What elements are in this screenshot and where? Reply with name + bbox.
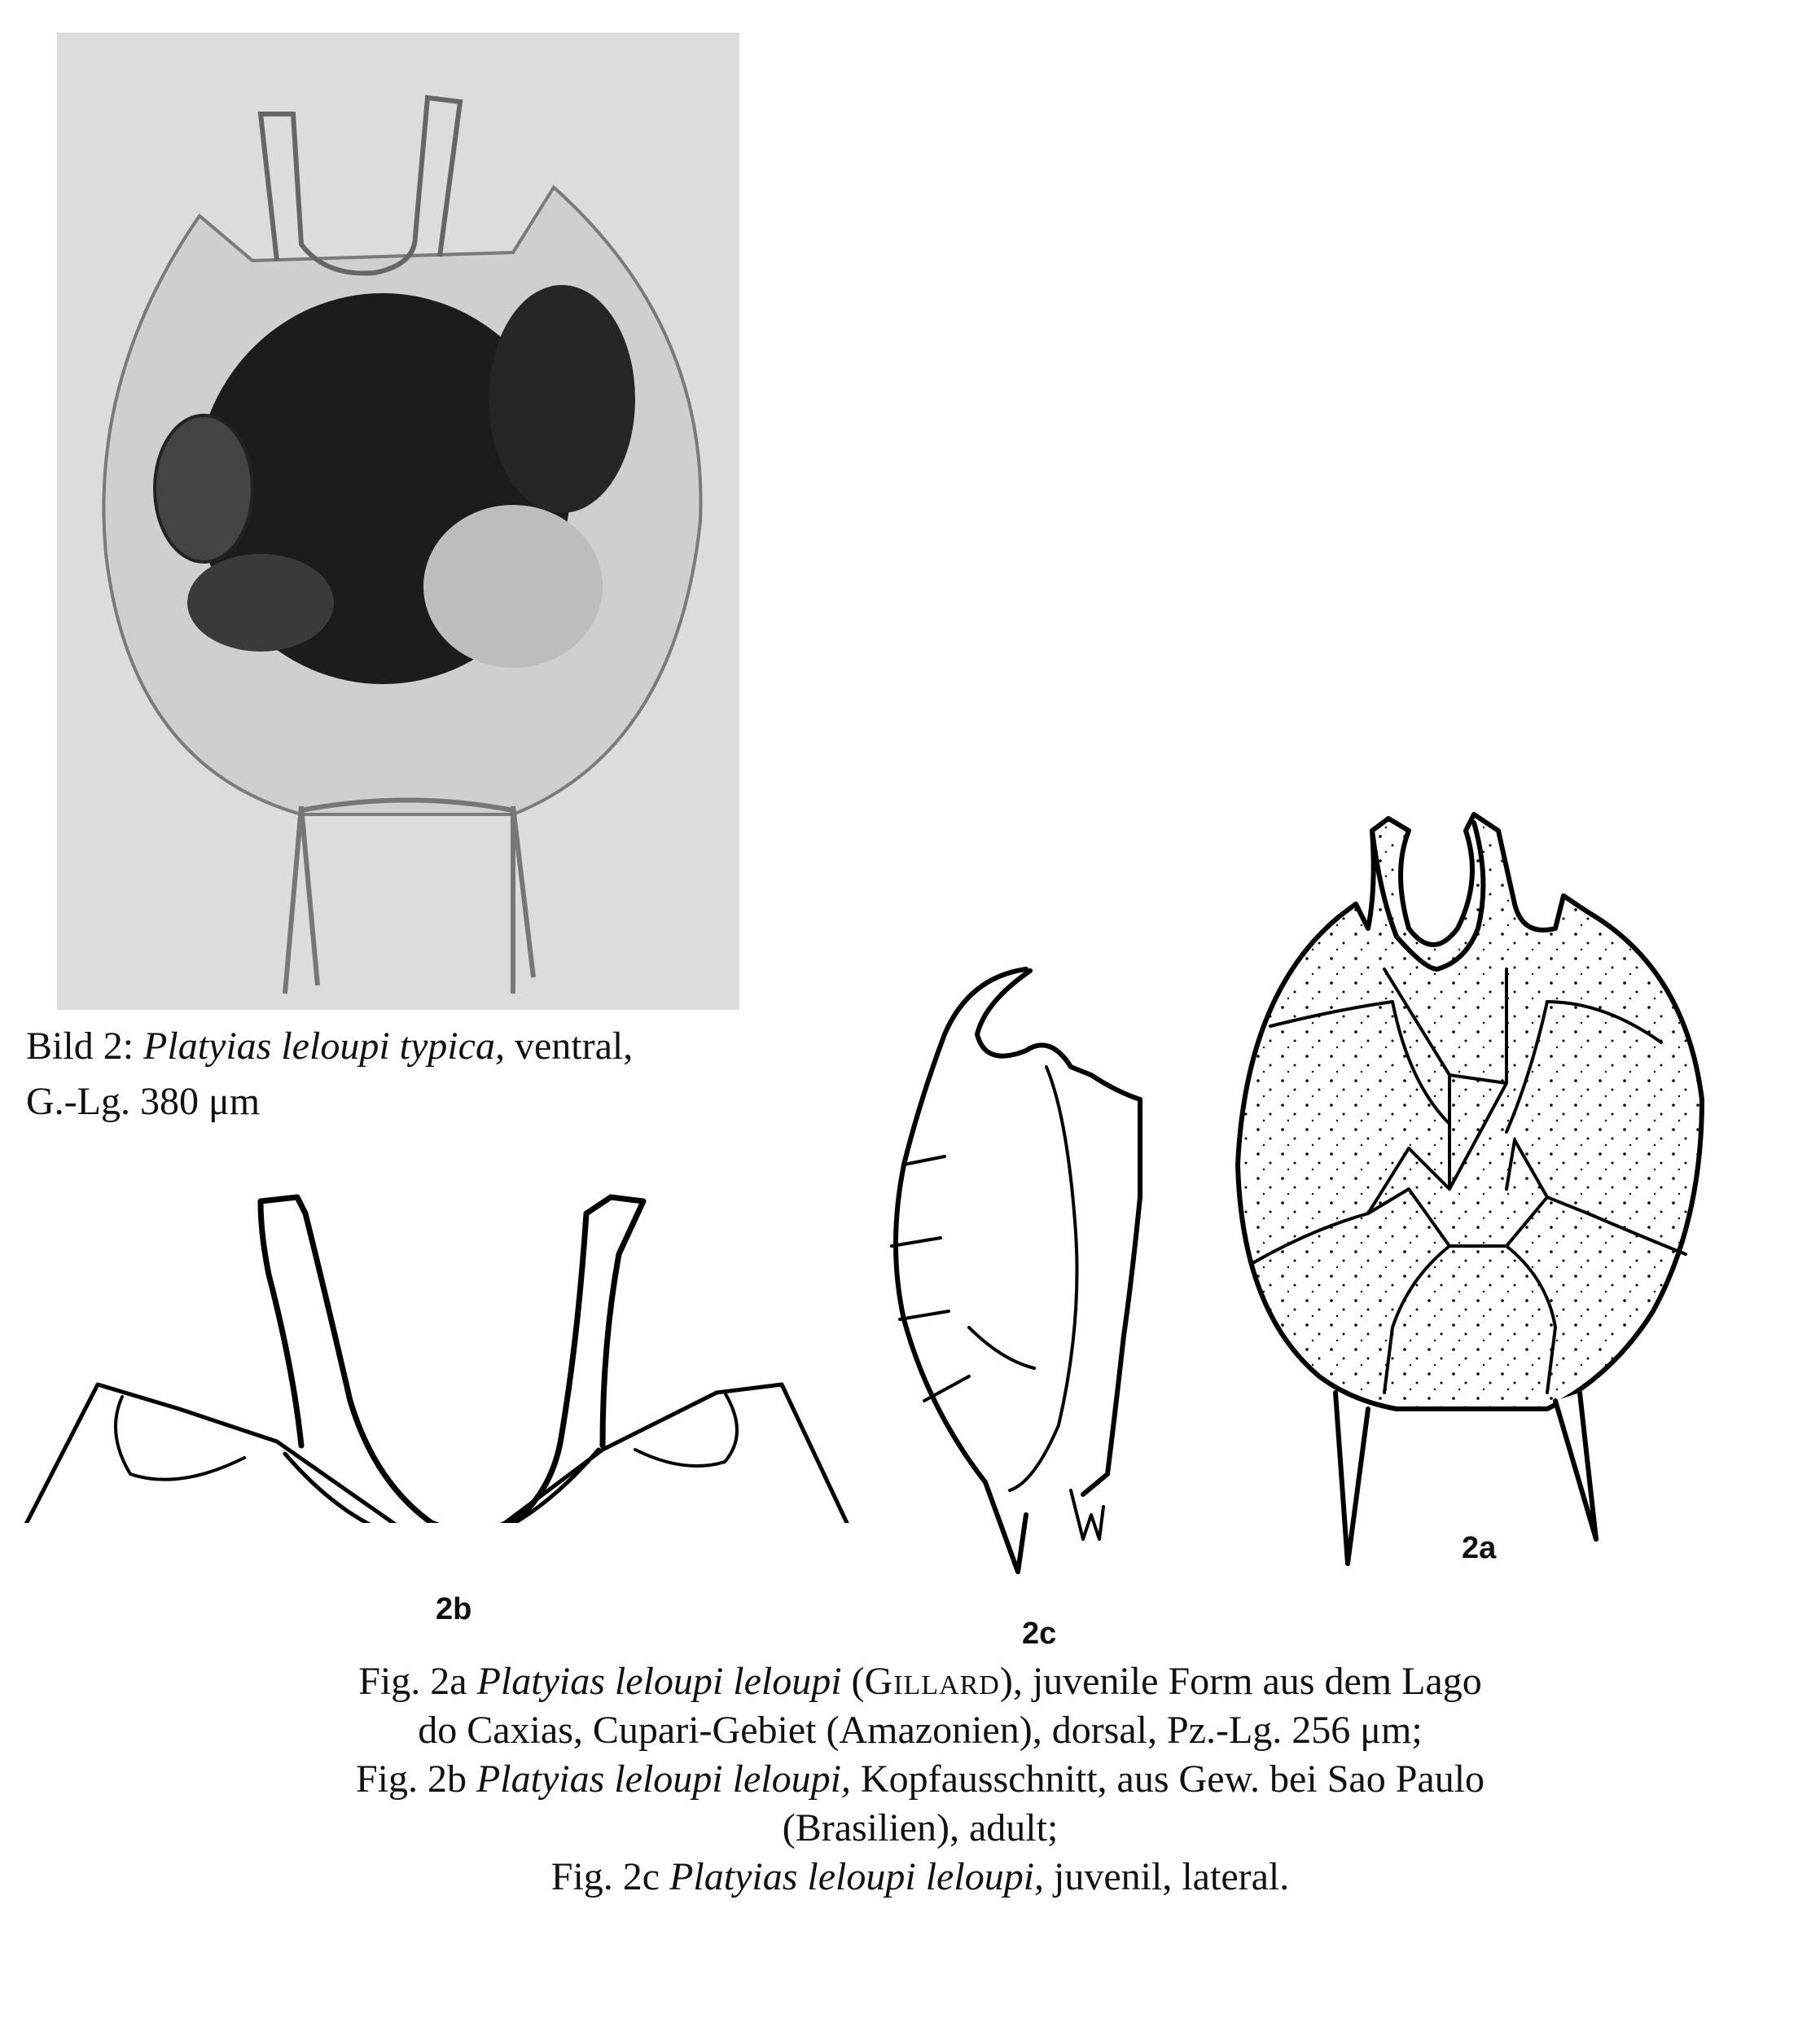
caption-line-5 [147, 1853, 1694, 1902]
caption-line-4: (Brasilien), adult; [782, 1806, 1059, 1850]
caption-2c-species: Platyias leloupi leloupi, [669, 1855, 1045, 1898]
caption-2b-species: Platyias leloupi leloupi, [476, 1757, 851, 1801]
photo-caption-prefix: Bild 2: [26, 1025, 144, 1068]
caption-line-1: Fig. 2a Platyias leloupi leloupi (Gillard), juvenile Form aus dem Lago [358, 1660, 1482, 1703]
caption-2b-rest: Kopfausschnitt, aus Gew. bei Sao Paulo [850, 1757, 1485, 1801]
figure-2b-drawing [16, 1165, 863, 1523]
figure-2c-label: 2c [1022, 1617, 1057, 1651]
photo-caption-species: Platyias leloupi typica, [143, 1025, 505, 1068]
caption-2a-prefix: Fig. 2a [358, 1660, 477, 1703]
micrograph-photo [57, 33, 739, 1010]
caption-2b-prefix: Fig. 2b [355, 1757, 476, 1801]
caption-line-2: do Caxias, Cupari-Gebiet (Amazonien), dorsal, Pz.-Lg. 256 μm; [418, 1709, 1423, 1752]
photo-caption-line-2: G.-Lg. 380 μm [26, 1080, 261, 1123]
photo-caption-line-1 [26, 1022, 633, 1071]
photo-caption-suffix: ventral, [504, 1025, 634, 1068]
caption-line-3 [147, 1755, 1694, 1804]
figure-2b-label: 2b [436, 1592, 472, 1626]
caption-2c-rest: juvenil, lateral. [1044, 1855, 1290, 1898]
caption-2a-author: Gillard [864, 1660, 1000, 1703]
figure-2a-drawing [1230, 806, 1718, 1588]
figure-2c-drawing [871, 953, 1164, 1580]
caption-2a-rest: ), juvenile Form aus dem Lago [999, 1660, 1482, 1703]
caption-2c-prefix: Fig. 2c [550, 1855, 670, 1898]
caption-2a-species: Platyias leloupi leloupi [476, 1660, 842, 1703]
figure-caption [147, 1657, 1694, 1902]
figure-2a-label: 2a [1462, 1531, 1497, 1565]
